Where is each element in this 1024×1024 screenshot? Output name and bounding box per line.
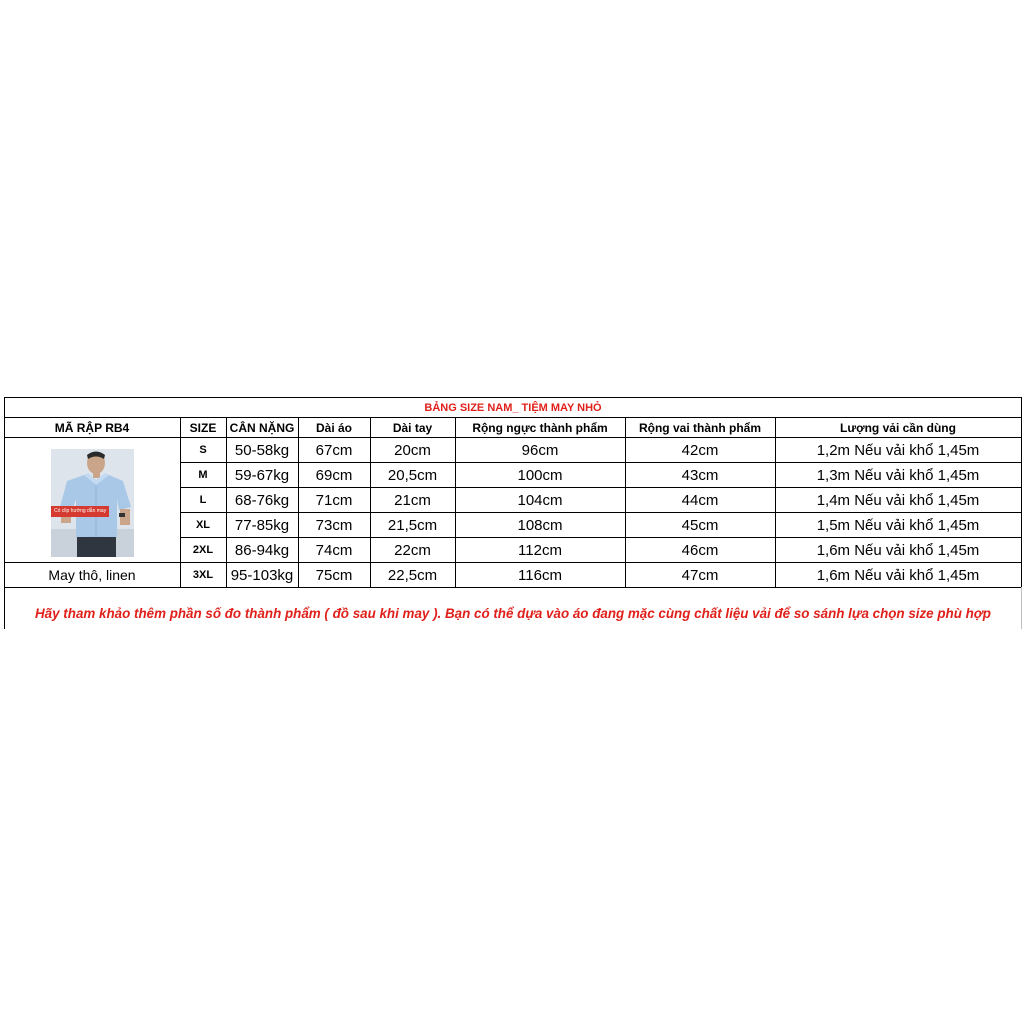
header-sleeve-length: Dài tay [392,420,433,435]
weight-cell: 77-85kg [234,516,290,534]
size-cell: 2XL [192,544,214,556]
size-cell: S [199,444,207,456]
product-photo [51,449,134,557]
chest-cell: 100cm [517,466,563,484]
weight-cell: 95-103kg [230,566,294,584]
shoulder-cell: 46cm [681,541,719,559]
shoulder-cell: 44cm [681,491,719,509]
size-cell: 3XL [192,569,214,581]
weight-cell: 59-67kg [234,466,290,484]
fit-advice-note: Hãy tham khảo thêm phần số đo thành phẩm ( đồ sau khi may ). Bạn có thể dựa vào áo đang mặc cùng chất liệu vải để so sánh lựa chọn size phù hợp [35,605,991,621]
size-cell: M [198,469,208,481]
length-cell: 75cm [315,566,353,584]
weight-cell: 68-76kg [234,491,290,509]
chest-cell: 104cm [517,491,563,509]
size-chart-table [0,396,1024,632]
length-cell: 71cm [315,491,353,509]
header-shoulder-width: Rộng vai thành phẩm [638,420,761,435]
shoulder-cell: 45cm [681,516,719,534]
chest-cell: 108cm [517,516,563,534]
length-cell: 69cm [315,466,353,484]
chest-cell: 96cm [521,441,559,459]
shoulder-cell: 42cm [681,441,719,459]
table-title: BẢNG SIZE NAM_ TIỆM MAY NHỎ [424,401,602,414]
chest-cell: 112cm [518,541,562,559]
table-line [4,587,1022,588]
length-cell: 67cm [315,441,353,459]
shoulder-cell: 47cm [681,566,719,584]
header-fabric-amount: Lượng vải cần dùng [840,420,956,435]
length-cell: 73cm [315,516,353,534]
header-chest-width: Rộng ngực thành phẩm [472,420,608,435]
size-cell: L [199,494,207,506]
fabric-cell: 1,6m Nếu vải khổ 1,45m [816,541,980,559]
header-size: SIZE [189,420,217,435]
fabric-cell: 1,3m Nếu vải khổ 1,45m [816,466,980,484]
sleeve-cell: 22cm [394,541,431,559]
sleeve-cell: 21,5cm [387,516,438,534]
header-shirt-length: Dài áo [315,420,352,435]
table-border-right [1021,397,1022,587]
shoulder-cell: 43cm [681,466,719,484]
fabric-cell: 1,2m Nếu vải khổ 1,45m [816,441,980,459]
sleeve-cell: 21cm [394,491,431,509]
header-weight: CÂN NẶNG [229,420,295,435]
pattern-code-header: MÃ RẬP RB4 [54,420,130,435]
pattern-note: May thô, linen [48,567,136,583]
weight-cell: 50-58kg [234,441,290,459]
fabric-cell: 1,5m Nếu vải khổ 1,45m [816,516,980,534]
length-cell: 74cm [315,541,353,559]
sleeve-cell: 22,5cm [387,566,438,584]
weight-cell: 86-94kg [234,541,290,559]
size-cell: XL [195,519,211,531]
chest-cell: 116cm [518,566,562,584]
shirt-model-image [51,449,134,557]
fabric-cell: 1,6m Nếu vải khổ 1,45m [816,566,980,584]
photo-caption-label: Có clip hướng dẫn may [51,506,109,517]
fabric-cell: 1,4m Nếu vải khổ 1,45m [816,491,980,509]
sleeve-cell: 20,5cm [387,466,438,484]
sleeve-cell: 20cm [394,441,431,459]
